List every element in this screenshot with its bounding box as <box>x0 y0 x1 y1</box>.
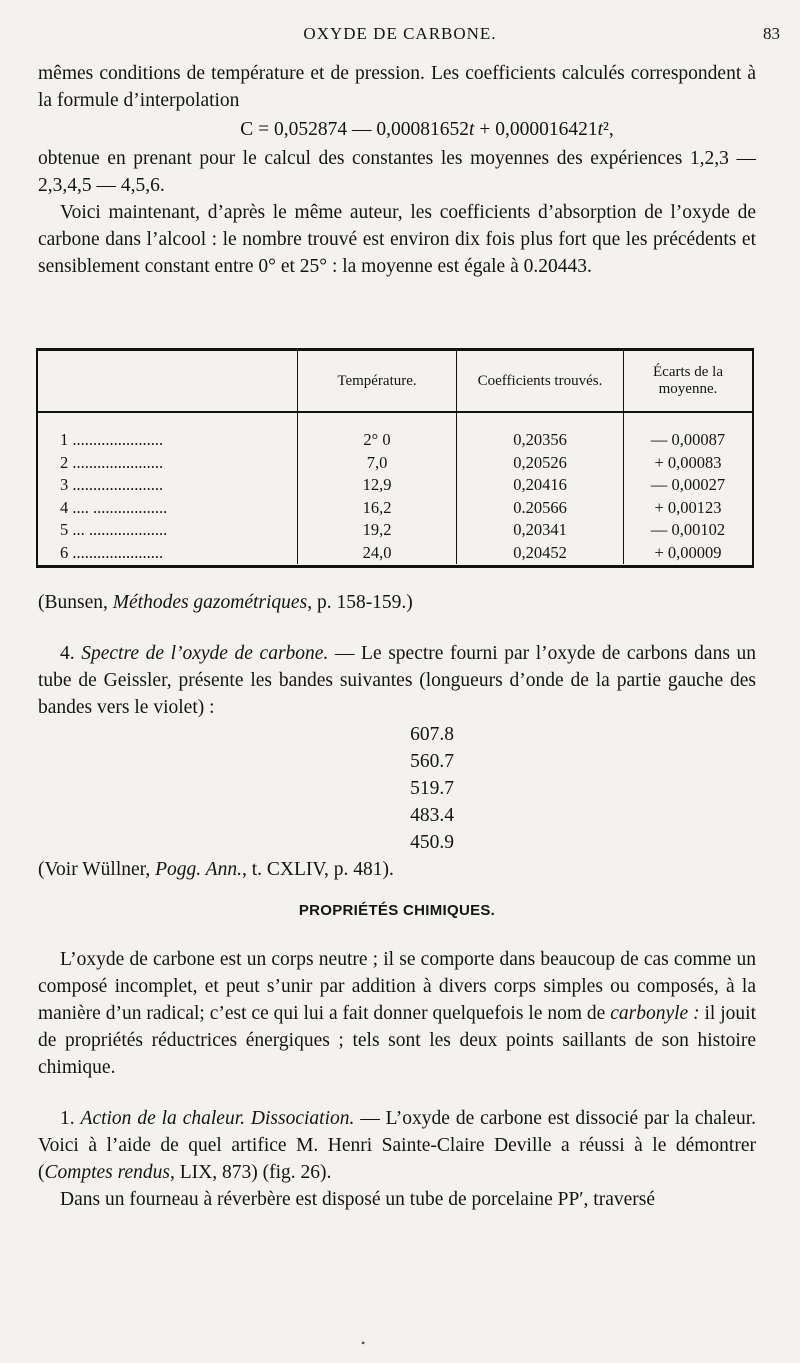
wavelength-value: 607.8 <box>410 724 454 745</box>
table-cell: 4 .... .................. <box>60 497 168 517</box>
page-number: 83 <box>763 24 780 43</box>
table-cell: 16,2 <box>298 497 457 520</box>
citation-bunsen <box>38 589 756 616</box>
wavelength-value: 560.7 <box>410 751 454 772</box>
wavelength-value: 519.7 <box>410 778 454 799</box>
table-row <box>38 519 752 542</box>
absorption-table <box>36 348 754 568</box>
section-title: Action de la chaleur. Dissociation. <box>80 1108 355 1129</box>
section-4-spectrum <box>38 640 756 721</box>
citation-suffix: , t. CXLIV, p. 481). <box>241 859 394 880</box>
table-cell: 3 ...................... <box>60 475 164 495</box>
section-heading: PROPRIÉTÉS CHIMIQUES. <box>298 902 496 919</box>
citation-prefix: (Voir Wüllner, <box>38 859 156 880</box>
citation-wullner <box>38 856 756 883</box>
table-cell: 0,20356 <box>457 412 624 452</box>
table-header-deviation: Écarts de la moyenne. <box>624 351 753 412</box>
citation-work: Méthodes gazométriques <box>112 592 308 613</box>
table-cell: 0,20341 <box>457 519 624 542</box>
table-row <box>38 474 752 497</box>
paragraph-text: L’oxyde de carbone est un corps neutre ; il se comporte dans beaucoup de cas comme un composé incomplet, et peut s’unir par addition à divers corps simples ou composés, à la manière d’un radical; c’est ce qui lui a fait donner quelquefois le nom de <box>38 949 756 1024</box>
section-text: — Le spectre fourni par l’oxyde de carbons dans un tube de Geissler, présente les bandes suivantes (longueurs d’onde de la partie gauche des bandes vers le violet) : <box>38 643 757 718</box>
paragraph-alcohol-absorption: Voici maintenant, d’après le même auteur, les coefficients d’absorption de l’oxyde de carbone dans l’alcool : le nombre trouvé est environ dix fois plus fort que les précédents et sensiblement constant entre 0° et 25° : la moyenne est égale à 0.20443. <box>38 202 756 277</box>
section-number: 4. <box>60 643 82 664</box>
table-cell: — 0,00027 <box>624 474 753 497</box>
table-header-index <box>38 351 298 412</box>
table-row <box>38 497 752 520</box>
table-cell: 0.20566 <box>457 497 624 520</box>
section-text: — L’oxyde de carbone est dissocié par la chaleur. Voici à l’aide de quel artifice M. Henri Sainte-Claire Deville a réussi à le démontrer ( <box>38 1108 757 1183</box>
paragraph-text: il jouit de propriétés réductrices énergiques ; tels sont les deux points saillants de son histoire chimique. <box>38 1003 756 1078</box>
paragraph-interpolation: mêmes conditions de température et de pression. Les coefficients calculés correspondent à la formule d’interpolation <box>38 63 756 111</box>
interpolation-formula: C = 0,052874 — 0,00081652t + 0,000016421t², <box>240 119 614 140</box>
table-header-coefficients: Coefficients trouvés. <box>457 351 624 412</box>
wavelength-value: 450.9 <box>410 832 454 853</box>
citation-suffix: , p. 158-159.) <box>307 592 413 613</box>
text-block-top <box>38 60 756 280</box>
running-head-title: OXYDE DE CARBONE. <box>303 24 497 43</box>
section-1-dissociation <box>38 1105 756 1186</box>
citation-prefix: (Bunsen, <box>38 592 113 613</box>
table-cell: — 0,00102 <box>624 519 753 542</box>
table-header-temperature: Température. <box>298 351 457 412</box>
table-cell: 12,9 <box>298 474 457 497</box>
section-text: , LIX, 873) (fig. 26). <box>169 1162 332 1183</box>
page-mark: • <box>361 1336 366 1350</box>
wavelength-list <box>108 721 756 856</box>
table-cell: + 0,00123 <box>624 497 753 520</box>
citation-work: Pogg. Ann. <box>155 859 242 880</box>
table-cell: 0,20452 <box>457 542 624 565</box>
table-cell: 6 ...................... <box>60 542 164 562</box>
table-cell: 2° 0 <box>298 412 457 452</box>
table-cell: + 0,00083 <box>624 452 753 475</box>
table-cell: 19,2 <box>298 519 457 542</box>
section-title: Spectre de l’oxyde de carbone. <box>81 643 329 664</box>
paragraph-furnace: Dans un fourneau à réverbère est disposé un tube de porcelaine PP′, traversé <box>60 1189 656 1210</box>
term-carbonyle: carbonyle : <box>610 1003 700 1024</box>
running-head <box>0 24 800 48</box>
table-cell: 1 ...................... <box>60 430 164 450</box>
table-cell: — 0,00087 <box>624 412 753 452</box>
table-cell: + 0,00009 <box>624 542 753 565</box>
table-row <box>38 412 752 452</box>
table-cell: 0,20416 <box>457 474 624 497</box>
table-cell: 2 ...................... <box>60 452 164 472</box>
table-row <box>38 452 752 475</box>
section-number: 1. <box>60 1108 81 1129</box>
wavelength-value: 483.4 <box>410 805 454 826</box>
table-header-row <box>38 351 752 412</box>
citation-work: Comptes rendus <box>44 1162 170 1183</box>
table-row <box>38 542 752 565</box>
table-cell: 7,0 <box>298 452 457 475</box>
table-cell: 5 ... ................... <box>60 520 168 540</box>
table-cell: 0,20526 <box>457 452 624 475</box>
table-cell: 24,0 <box>298 542 457 565</box>
text-block-bottom <box>38 589 756 1213</box>
paragraph-chemical-properties <box>38 946 756 1081</box>
paragraph-constants: obtenue en prenant pour le calcul des constantes les moyennes des expériences 1,2,3 — 2,3,4,5 — 4,5,6. <box>38 148 756 196</box>
